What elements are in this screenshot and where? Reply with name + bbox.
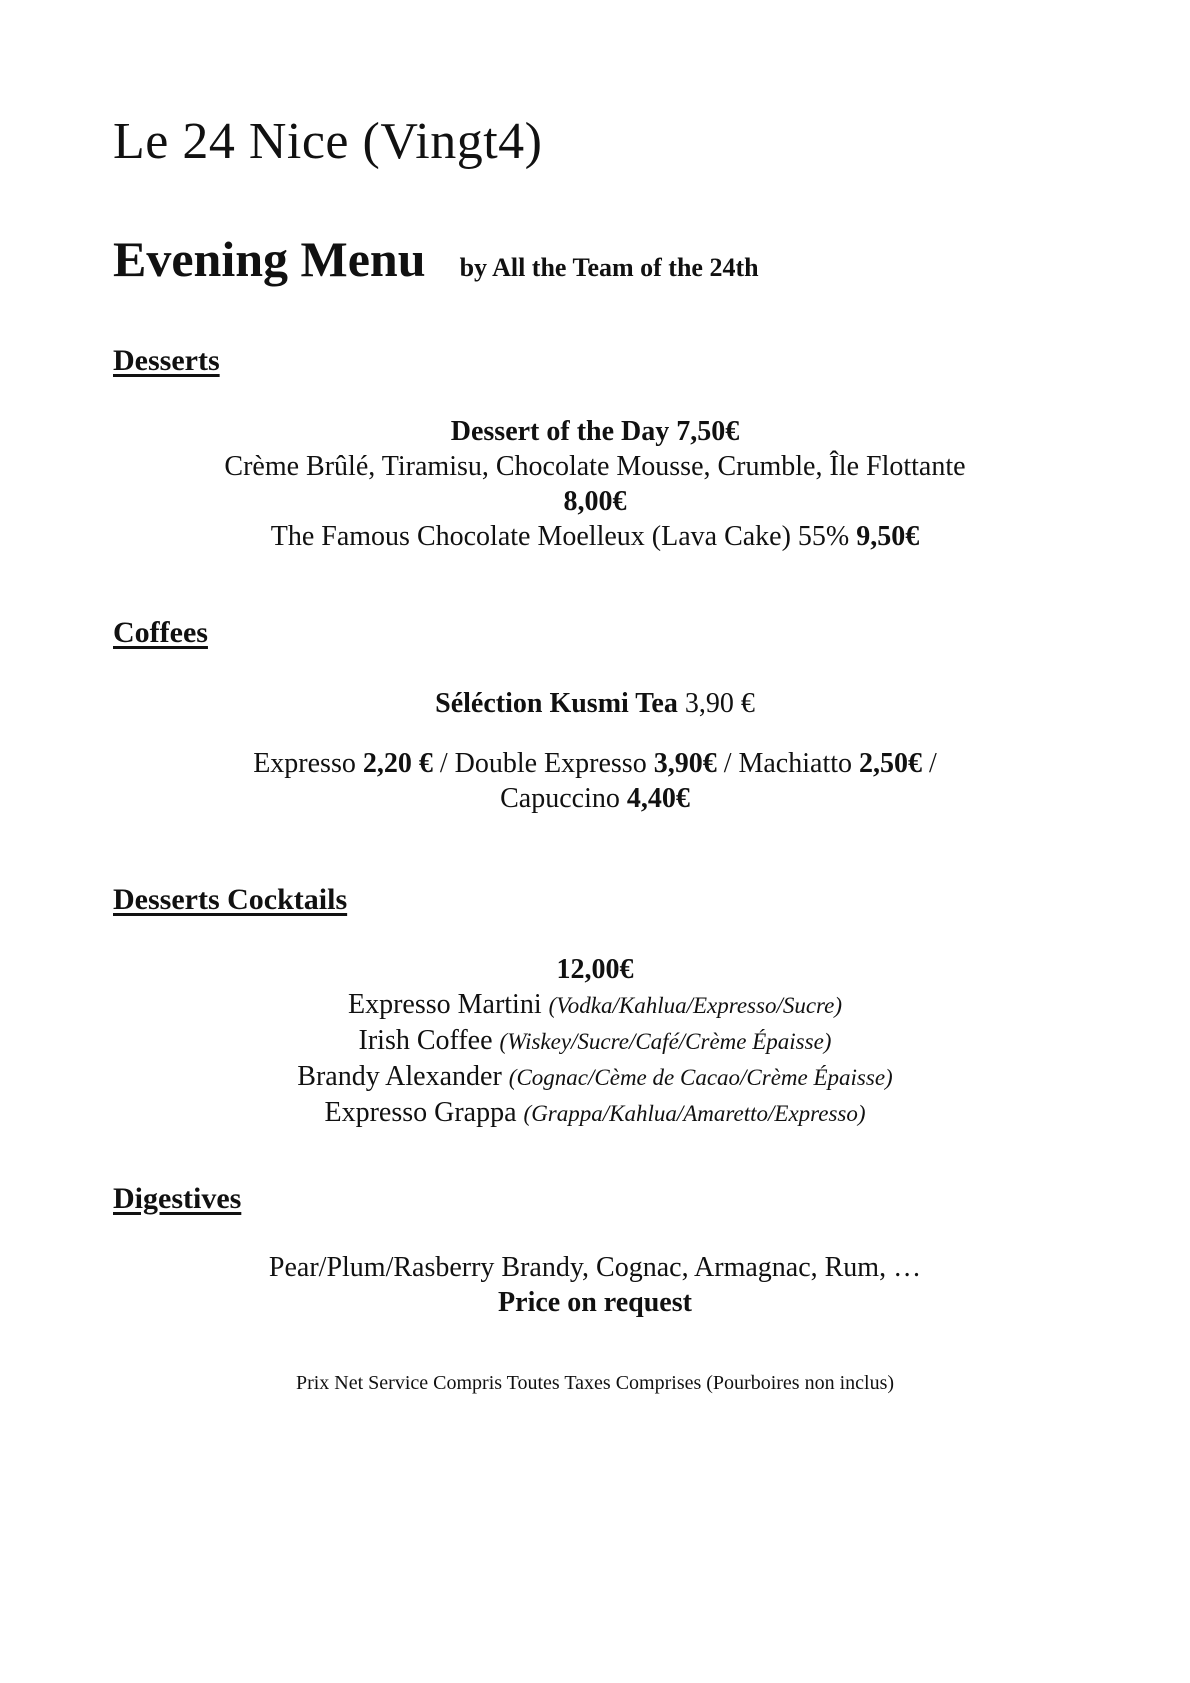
section-heading-cocktails: Desserts Cocktails bbox=[113, 883, 348, 916]
dessert-of-the-day: Dessert of the Day 7,50€ bbox=[450, 416, 740, 447]
kusmi-tea-line bbox=[0, 686, 1190, 721]
coffee-list bbox=[0, 746, 1190, 816]
cocktail-item: Irish Coffee (Wiskey/Sucre/Café/Crème Épaisse) bbox=[358, 1025, 832, 1056]
kusmi-tea-price: 3,90 € bbox=[684, 688, 755, 719]
footer-note: Prix Net Service Compris Toutes Taxes Comprises (Pourboires non inclus) bbox=[295, 1372, 895, 1394]
menu-title-row bbox=[113, 230, 759, 288]
restaurant-title: Le 24 Nice (Vingt4) bbox=[113, 113, 543, 170]
digestives-price-note: Price on request bbox=[498, 1287, 692, 1318]
cocktail-item: Brandy Alexander (Cognac/Cème de Cacao/Crème Épaisse) bbox=[297, 1061, 893, 1092]
menu-title: Evening Menu bbox=[113, 231, 426, 287]
section-heading-coffees: Coffees bbox=[113, 616, 208, 649]
section-heading-desserts: Desserts bbox=[113, 344, 220, 377]
dessert-famous-moelleux: The Famous Chocolate Moelleux (Lava Cake) 55% 9,50€ bbox=[270, 521, 920, 552]
kusmi-tea-label: Séléction Kusmi Tea bbox=[435, 688, 678, 719]
dessert-classics: Crème Brûlé, Tiramisu, Chocolate Mousse, Crumble, Île Flottante bbox=[224, 451, 966, 482]
digestives-list: Pear/Plum/Rasberry Brandy, Cognac, Armagnac, Rum, … bbox=[268, 1252, 922, 1283]
cocktail-item: Expresso Martini (Vodka/Kahlua/Expresso/Sucre) bbox=[347, 989, 843, 1020]
coffee-line-1: Expresso 2,20 € / Double Expresso 3,90€ / Machiatto 2,50€ / bbox=[253, 748, 937, 779]
cocktail-item: Expresso Grappa (Grappa/Kahlua/Amaretto/Expresso) bbox=[324, 1097, 866, 1128]
coffee-line-2: Capuccino 4,40€ bbox=[500, 783, 690, 814]
section-heading-digestives: Digestives bbox=[113, 1182, 242, 1215]
dessert-classics-price: 8,00€ bbox=[563, 486, 627, 517]
cocktails-price: 12,00€ bbox=[556, 954, 634, 985]
digestives-block bbox=[0, 1250, 1190, 1320]
menu-byline: by All the Team of the 24th bbox=[459, 253, 759, 282]
cocktails-block bbox=[0, 952, 1190, 1131]
desserts-block bbox=[0, 414, 1190, 554]
